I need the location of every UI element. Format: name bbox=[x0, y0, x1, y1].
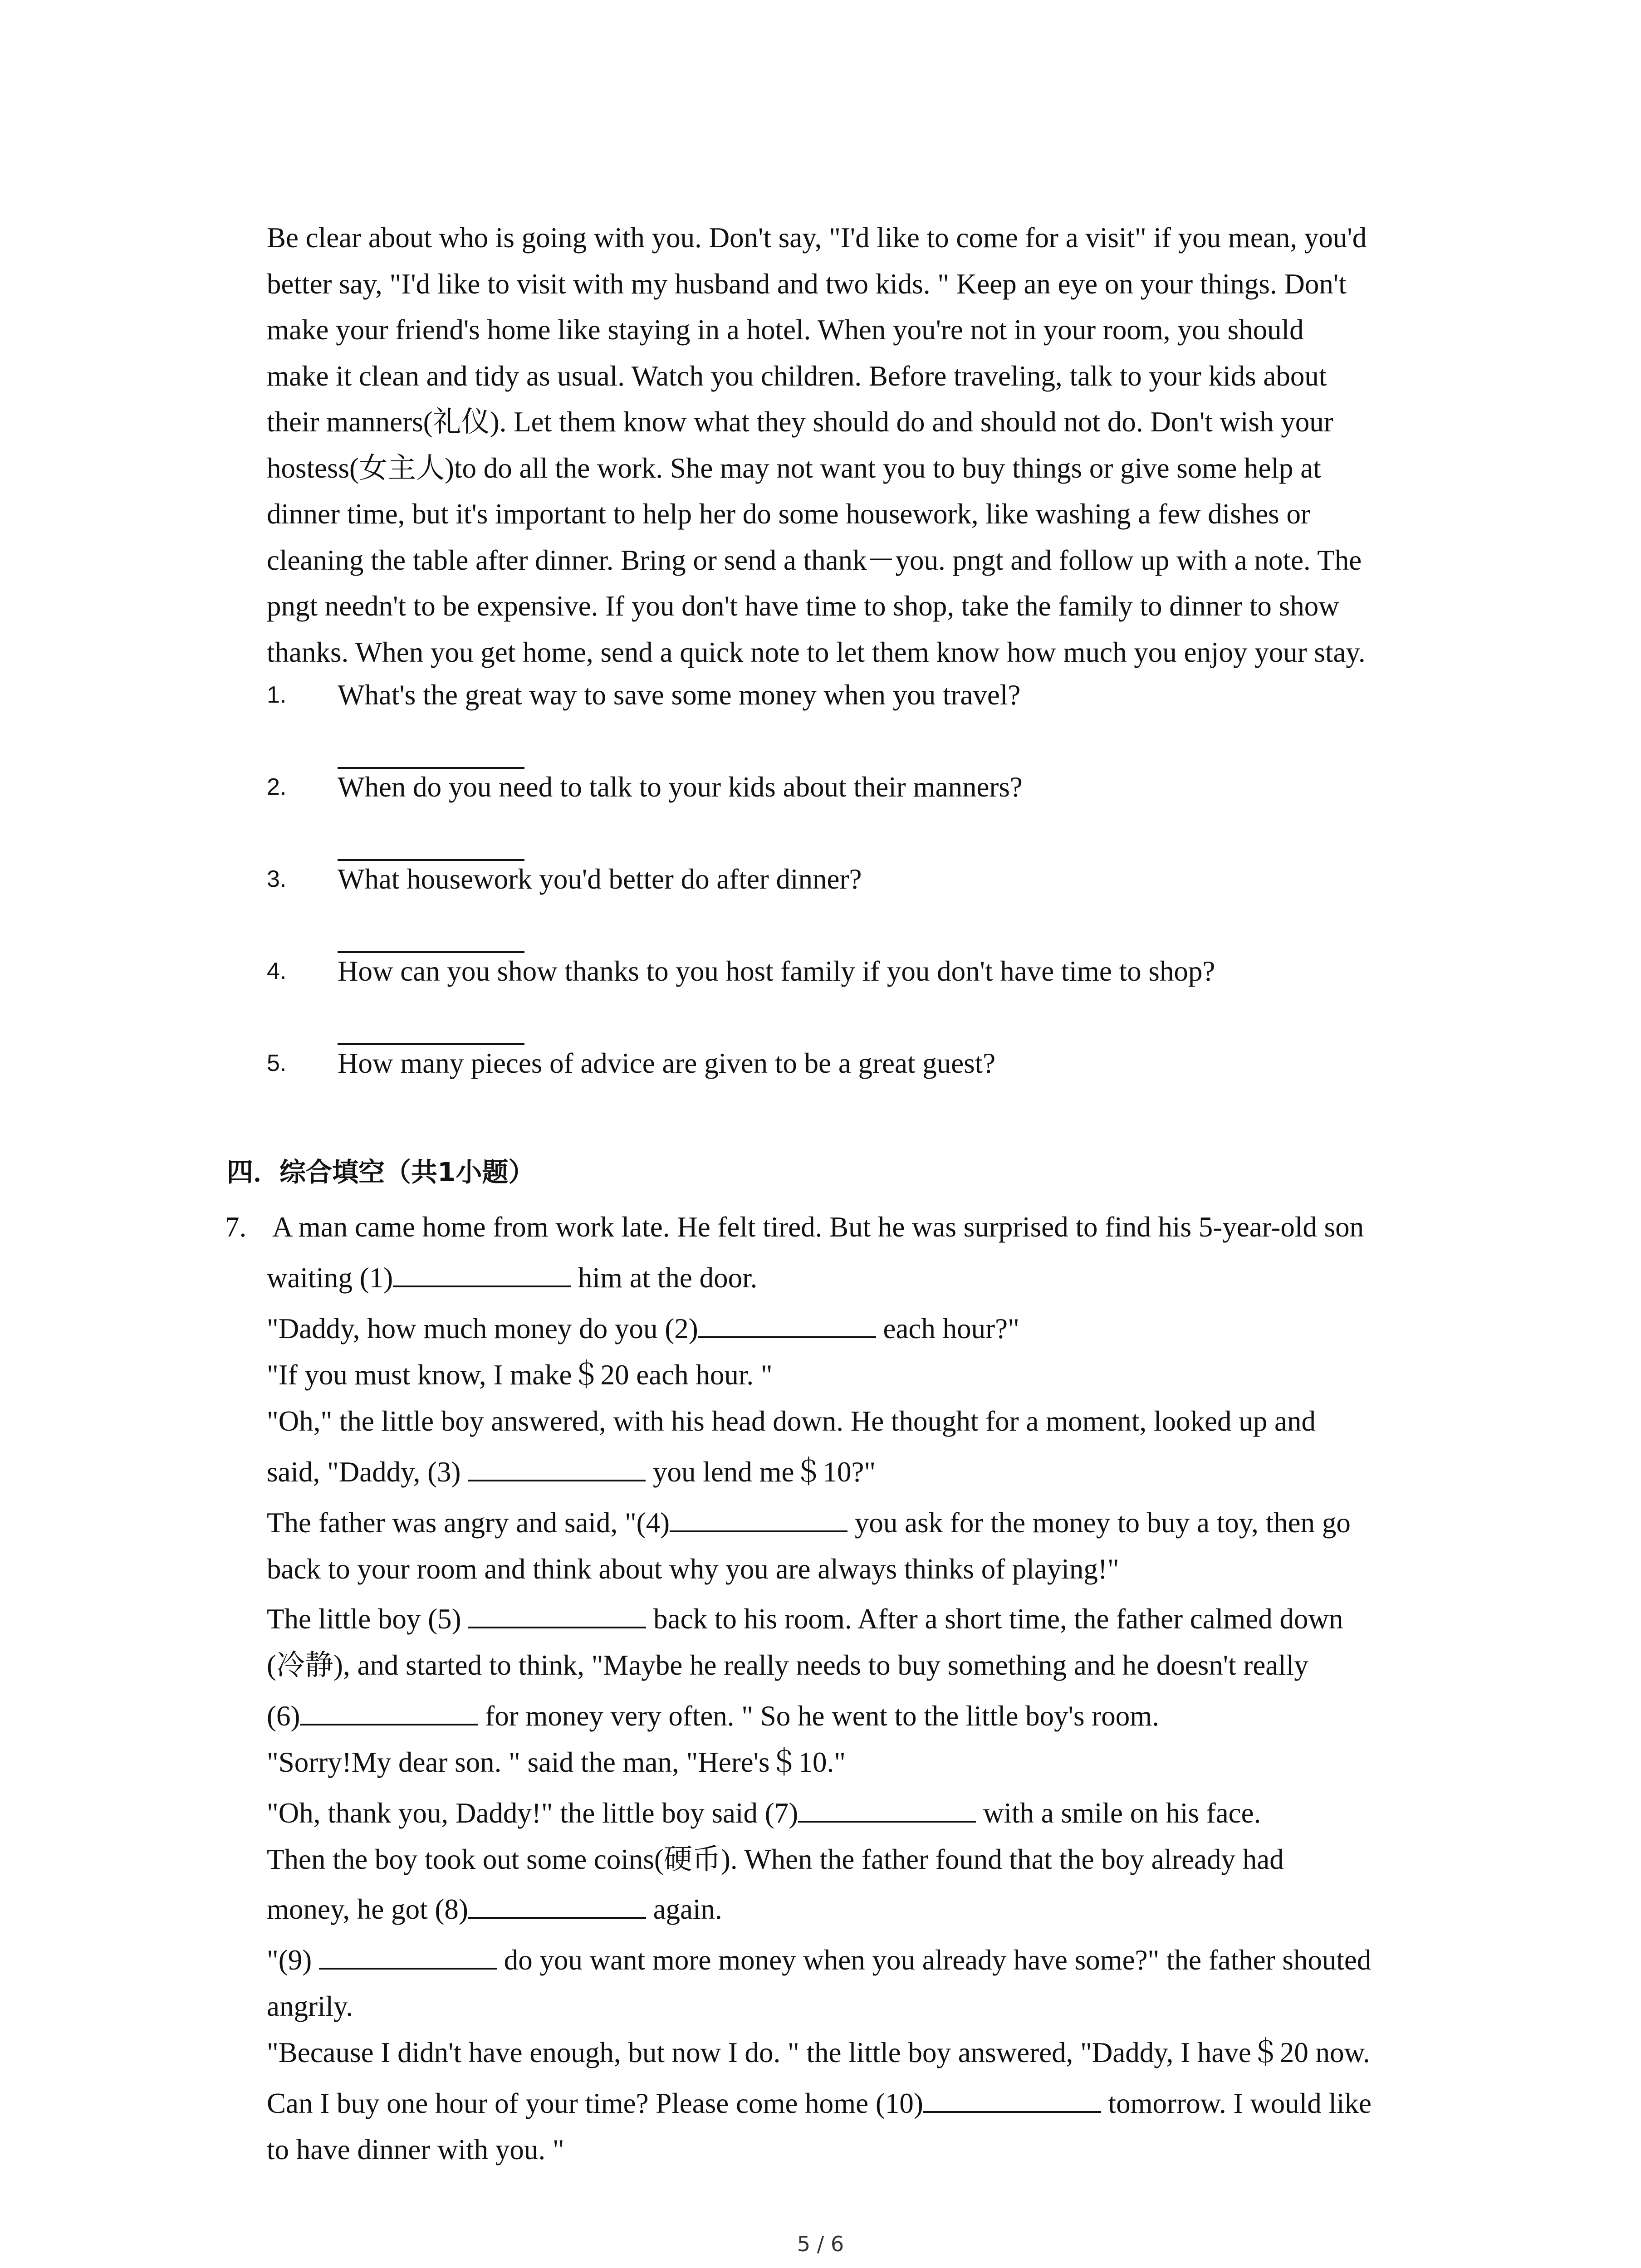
question-number: 1. bbox=[267, 682, 287, 708]
cloze-text: A man came home from work late. He felt tired. But he was surprised to find his 5-year-old son bbox=[272, 1211, 1364, 1243]
cloze-line bbox=[267, 1647, 1308, 1683]
cloze-blank[interactable] bbox=[300, 1698, 478, 1725]
cloze-text: you lend me＄10?" bbox=[646, 1456, 876, 1488]
answer-blank[interactable] bbox=[338, 767, 524, 769]
cloze-line bbox=[267, 1454, 876, 1490]
cloze-text: The father was angry and said, "(4) bbox=[267, 1507, 670, 1539]
answer-blank[interactable] bbox=[338, 951, 524, 953]
section-heading: 四．综合填空（共1小题） bbox=[227, 1157, 535, 1188]
cloze-line bbox=[267, 1505, 1351, 1541]
cloze-blank[interactable] bbox=[798, 1795, 976, 1823]
question-number: 2. bbox=[267, 774, 287, 800]
cloze-blank[interactable] bbox=[393, 1260, 571, 1287]
cloze-text: "If you must know, I make＄20 each hour. " bbox=[267, 1359, 773, 1391]
cloze-text: each hour?" bbox=[876, 1313, 1019, 1344]
cloze-text: said, "Daddy, (3) bbox=[267, 1456, 468, 1488]
passage-line: thanks. When you get home, send a quick note to let them know how much you enjoy your stay. bbox=[267, 636, 1366, 668]
cloze-text: for money very often. " So he went to the little boy's room. bbox=[478, 1700, 1160, 1732]
cloze-line bbox=[267, 1403, 1316, 1439]
passage-line: pngt needn't to be expensive. If you don't have time to shop, take the family to dinner to show bbox=[267, 590, 1339, 622]
cloze-text: "Sorry!My dear son. " said the man, "Here's＄10." bbox=[267, 1746, 846, 1778]
cloze-line bbox=[267, 1942, 1371, 1978]
question-item bbox=[267, 770, 1465, 820]
cloze-line bbox=[272, 1209, 1364, 1245]
cloze-line bbox=[267, 2131, 564, 2168]
cloze-blank[interactable] bbox=[923, 2086, 1101, 2113]
cloze-text: do you want more money when you already have some?" the father shouted bbox=[496, 1944, 1372, 1976]
cloze-line bbox=[267, 1698, 1159, 1734]
cloze-text: waiting (1) bbox=[267, 1262, 393, 1294]
cloze-blank[interactable] bbox=[468, 1454, 646, 1481]
question-item bbox=[267, 862, 1465, 912]
cloze-text: tomorrow. I would like bbox=[1101, 2087, 1372, 2119]
cloze-line bbox=[267, 1988, 353, 2024]
question-number: 4. bbox=[267, 958, 287, 984]
page-number: 5 / 6 bbox=[797, 2232, 844, 2256]
cloze-line bbox=[267, 1891, 722, 1927]
cloze-text: again. bbox=[646, 1893, 722, 1925]
answer-blank[interactable] bbox=[338, 1043, 524, 1045]
question-item bbox=[267, 1046, 1465, 1096]
question-number: 3. bbox=[267, 866, 287, 892]
cloze-text: (冷静), and started to think, "Maybe he really needs to buy something and he doesn't really bbox=[267, 1649, 1308, 1681]
cloze-line bbox=[267, 1795, 1261, 1831]
cloze-line bbox=[267, 1841, 1284, 1877]
cloze-text: "Daddy, how much money do you (2) bbox=[267, 1313, 698, 1344]
cloze-text: "(9) bbox=[267, 1944, 319, 1976]
cloze-text: you ask for the money to buy a toy, then go bbox=[847, 1507, 1351, 1539]
passage-line: make it clean and tidy as usual. Watch you children. Before traveling, talk to your kids about bbox=[267, 360, 1327, 392]
cloze-text: "Oh," the little boy answered, with his head down. He thought for a moment, looked up and bbox=[267, 1405, 1316, 1437]
question-text: What's the great way to save some money when you travel? bbox=[338, 679, 1021, 711]
question-text: How can you show thanks to you host family if you don't have time to shop? bbox=[338, 955, 1215, 987]
cloze-text: The little boy (5) bbox=[267, 1603, 469, 1635]
cloze-text: "Because I didn't have enough, but now I do. " the little boy answered, "Daddy, I have＄20 now. bbox=[267, 2037, 1370, 2068]
cloze-line bbox=[267, 2034, 1370, 2071]
cloze-blank[interactable] bbox=[698, 1311, 876, 1338]
cloze-blank[interactable] bbox=[468, 1892, 646, 1919]
question-number: 5. bbox=[267, 1050, 287, 1076]
passage-line: their manners(礼仪). Let them know what they should do and should not do. Don't wish your bbox=[267, 406, 1333, 438]
answer-blank[interactable] bbox=[338, 859, 524, 861]
cloze-text: "Oh, thank you, Daddy!" the little boy said (7) bbox=[267, 1797, 798, 1829]
cloze-text: him at the door. bbox=[571, 1262, 758, 1294]
question-text: What housework you'd better do after dinner? bbox=[338, 863, 862, 895]
cloze-blank[interactable] bbox=[319, 1942, 497, 1970]
cloze-blank[interactable] bbox=[670, 1505, 847, 1532]
cloze-line bbox=[267, 1744, 846, 1780]
question-item bbox=[267, 678, 1465, 728]
passage-line: Be clear about who is going with you. Don't say, "I'd like to come for a visit" if you mean, you'd bbox=[267, 222, 1367, 254]
cloze-line bbox=[267, 1551, 1119, 1587]
cloze-text: back to your room and think about why you are always thinks of playing!" bbox=[267, 1553, 1119, 1585]
item-number: 7. bbox=[225, 1211, 247, 1243]
cloze-blank[interactable] bbox=[468, 1601, 646, 1628]
passage-line: cleaning the table after dinner. Bring or send a thank－you. pngt and follow up with a note. The bbox=[267, 544, 1362, 576]
cloze-text: to have dinner with you. " bbox=[267, 2134, 564, 2165]
cloze-text: Then the boy took out some coins(硬币). When the father found that the boy already had bbox=[267, 1843, 1284, 1875]
passage-line: dinner time, but it's important to help her do some housework, like washing a few dishes or bbox=[267, 498, 1310, 530]
cloze-line bbox=[267, 1357, 773, 1393]
cloze-line bbox=[267, 1260, 757, 1296]
cloze-line bbox=[267, 1310, 1019, 1347]
question-item bbox=[267, 954, 1465, 1004]
question-text: How many pieces of advice are given to be a great guest? bbox=[338, 1047, 996, 1079]
cloze-line bbox=[267, 2085, 1372, 2121]
cloze-text: back to his room. After a short time, the father calmed down bbox=[646, 1603, 1343, 1635]
cloze-text: angrily. bbox=[267, 1990, 353, 2022]
cloze-text: (6) bbox=[267, 1700, 300, 1732]
cloze-text: money, he got (8) bbox=[267, 1893, 468, 1925]
cloze-line bbox=[267, 1601, 1343, 1637]
cloze-text: with a smile on his face. bbox=[976, 1797, 1261, 1829]
reading-passage bbox=[267, 215, 1465, 675]
passage-line: make your friend's home like staying in a hotel. When you're not in your room, you should bbox=[267, 314, 1304, 346]
cloze-text: Can I buy one hour of your time? Please come home (10) bbox=[267, 2087, 923, 2119]
passage-line: hostess(女主人)to do all the work. She may not want you to buy things or give some help at bbox=[267, 452, 1321, 484]
question-text: When do you need to talk to your kids about their manners? bbox=[338, 771, 1023, 803]
passage-line: better say, "I'd like to visit with my husband and two kids. " Keep an eye on your things. Don't bbox=[267, 268, 1347, 300]
